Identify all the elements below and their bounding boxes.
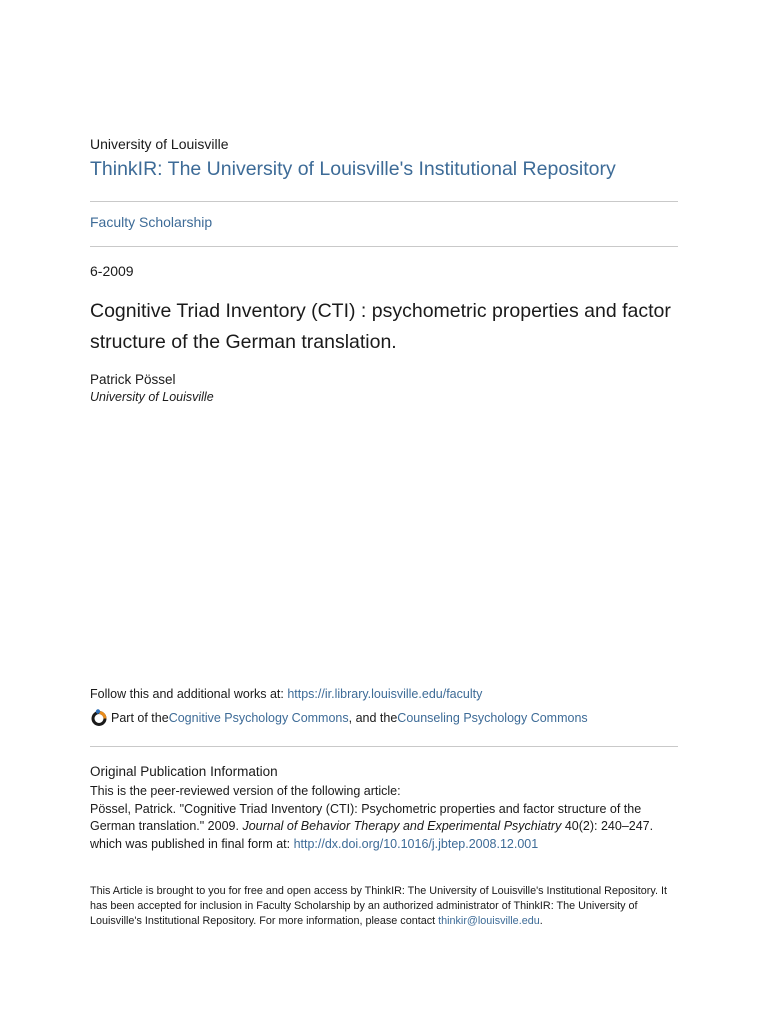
footer-notice bbox=[90, 884, 680, 928]
follow-prefix: Follow this and additional works at: bbox=[90, 687, 288, 701]
part-of-line bbox=[90, 709, 588, 727]
author-name: Patrick Pössel bbox=[90, 372, 176, 387]
doi-link[interactable]: http://dx.doi.org/10.1016/j.jbtep.2008.12.001 bbox=[293, 836, 539, 851]
footer-text: This Article is brought to you for free and open access by ThinkIR: The University of Louisville's Institutional Repository. It has been accepted for inclusion in Faculty Scholarship by an authorized administrator of ThinkIR: The University of Louisville's Institutional Repository. For more information, please contact bbox=[90, 885, 667, 927]
citation-start: Pössel, Patrick. "Cognitive Triad Inventory (CTI): Psychometric properties and factor structure of the German translation." 2009. bbox=[90, 801, 642, 833]
faculty-url-link[interactable]: https://ir.library.louisville.edu/faculty bbox=[287, 687, 483, 701]
series-link[interactable]: Faculty Scholarship bbox=[90, 214, 213, 230]
contact-email-link[interactable]: thinkir@louisville.edu bbox=[438, 914, 540, 927]
publication-intro: This is the peer-reviewed version of the following article: bbox=[90, 784, 401, 798]
network-commons-icon bbox=[90, 709, 108, 727]
author-affiliation: University of Louisville bbox=[90, 390, 214, 404]
publication-final bbox=[90, 836, 678, 854]
repository-link[interactable]: ThinkIR: The University of Louisville's Institutional Repository bbox=[90, 158, 616, 180]
part-of-prefix: Part of the bbox=[111, 711, 169, 725]
publication-date: 6-2009 bbox=[90, 263, 134, 279]
footer-end: . bbox=[539, 914, 543, 927]
follow-line bbox=[90, 687, 482, 701]
citation-end: 40(2): 240–247. bbox=[561, 819, 654, 833]
article-title: Cognitive Triad Inventory (CTI) : psychometric properties and factor structure of the German translation. bbox=[90, 300, 671, 353]
publication-body bbox=[90, 783, 678, 853]
counseling-psychology-commons-link[interactable]: Counseling Psychology Commons bbox=[397, 711, 588, 725]
divider bbox=[90, 246, 678, 247]
journal-name: Journal of Behavior Therapy and Experimental Psychiatry bbox=[242, 819, 562, 833]
divider bbox=[90, 201, 678, 202]
publication-citation bbox=[90, 801, 678, 836]
divider bbox=[90, 746, 678, 747]
cognitive-psychology-commons-link[interactable]: Cognitive Psychology Commons bbox=[168, 711, 349, 725]
cover-page bbox=[90, 0, 678, 1024]
part-of-middle: , and the bbox=[348, 711, 398, 725]
institution-name: University of Louisville bbox=[90, 136, 229, 152]
final-prefix: which was published in final form at: bbox=[90, 836, 294, 851]
publication-heading: Original Publication Information bbox=[90, 764, 278, 779]
